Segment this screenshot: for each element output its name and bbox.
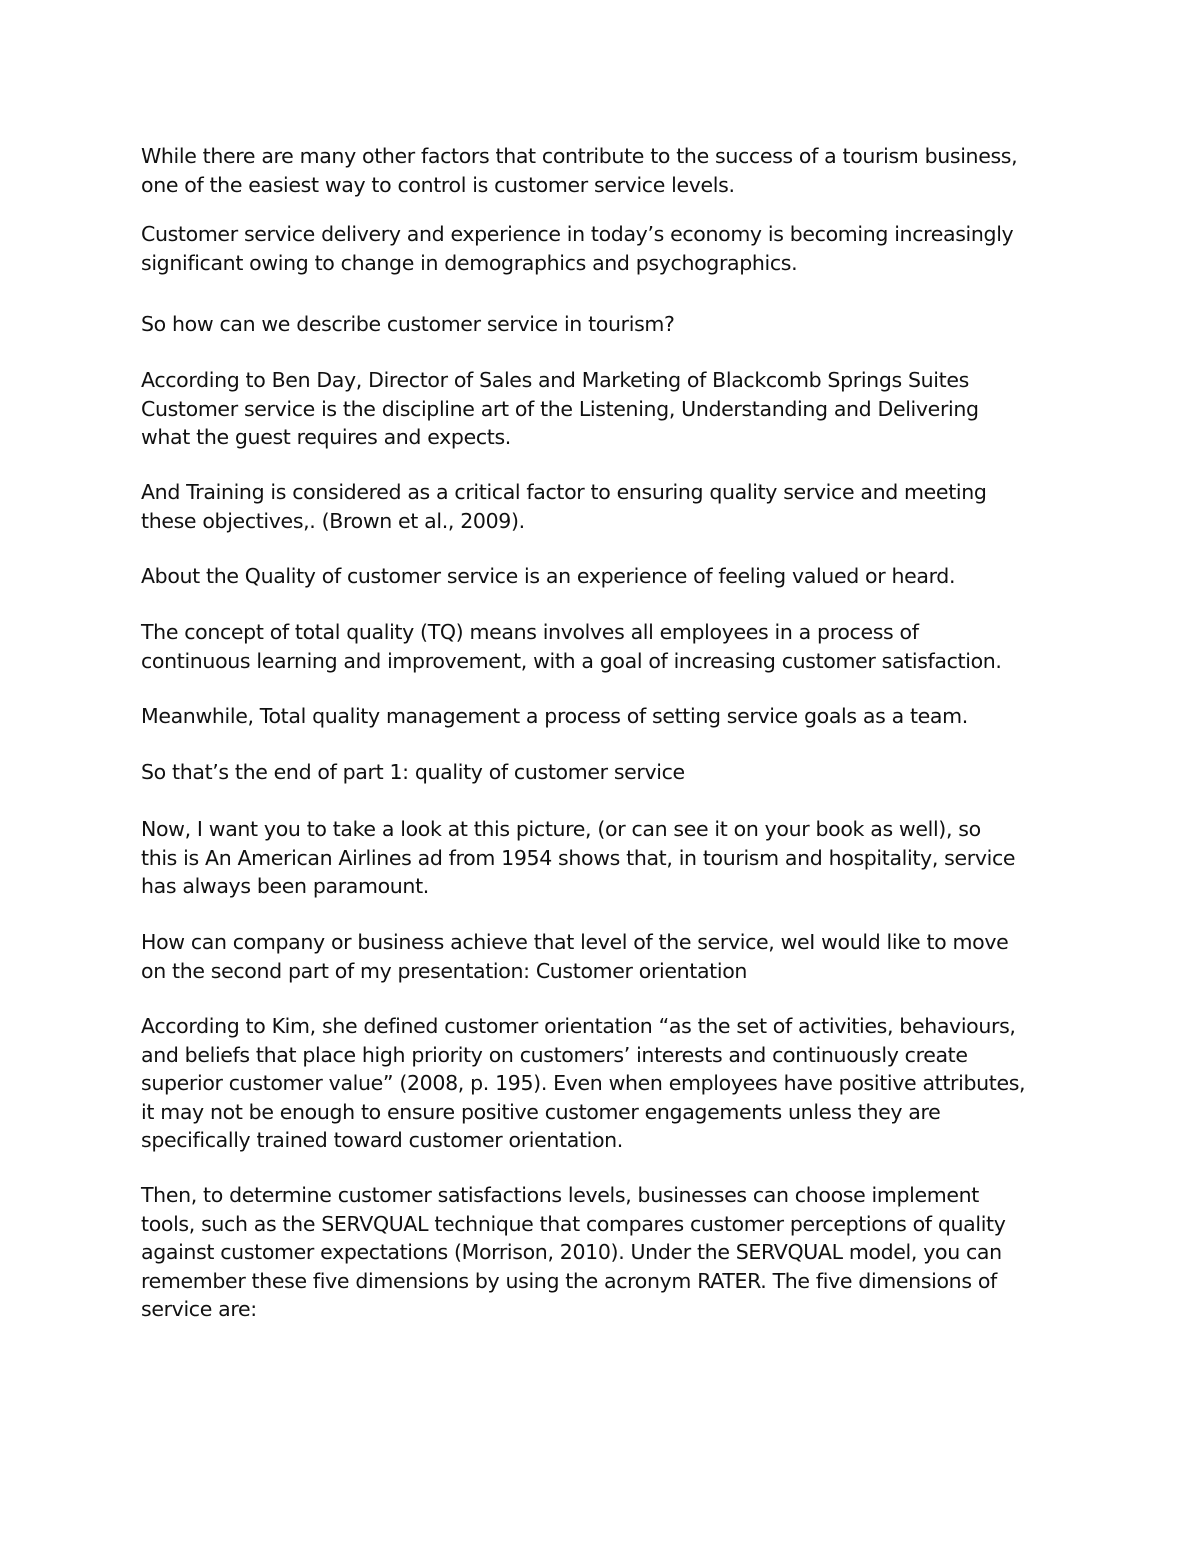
paragraph-servqual: [141, 1181, 1071, 1324]
paragraph-line: one of the easiest way to control is customer service levels.: [141, 172, 735, 197]
paragraph-line: this is An American Airlines ad from 1954 shows that, in tourism and hospitality, service: [141, 845, 1016, 870]
paragraph-quality: [141, 562, 1071, 591]
paragraph-line: And Training is considered as a critical factor to ensuring quality service and meeting: [141, 480, 987, 504]
paragraph-line: remember these five dimensions by using the acronym RATER. The five dimensions of: [141, 1268, 997, 1293]
paragraph-line: what the guest requires and expects.: [141, 425, 511, 449]
paragraph-line: About the Quality of customer service is an experience of feeling valued or heard.: [141, 564, 956, 588]
paragraph-line: How can company or business achieve that level of the service, weI would like to move: [141, 930, 1009, 954]
paragraph-line: specifically trained toward customer orientation.: [141, 1128, 623, 1152]
paragraph-line: So how can we describe customer service in tourism?: [141, 312, 675, 336]
paragraph-line: Customer service delivery and experience in today’s economy is becoming increasingly: [141, 222, 1014, 246]
paragraph-training: [141, 478, 1071, 535]
paragraph-line: and beliefs that place high priority on customers’ interests and continuously create: [141, 1042, 968, 1067]
paragraph-tqm: [141, 702, 1071, 731]
paragraph-line: Meanwhile, Total quality management a process of setting service goals as a team.: [141, 704, 968, 728]
paragraph-line: against customer expectations (Morrison, 2010). Under the SERVQUAL model, you can: [141, 1240, 1002, 1264]
paragraph-line: According to Ben Day, Director of Sales and Marketing of Blackcomb Springs Suites: [141, 368, 969, 392]
paragraph-american-airlines: [141, 815, 1071, 901]
paragraph-total-quality: [141, 618, 1071, 675]
paragraph-line: continuous learning and improvement, with a goal of increasing customer satisfaction.: [141, 648, 1002, 673]
paragraph-line: on the second part of my presentation: Customer orientation: [141, 958, 748, 983]
paragraph-line: tools, such as the SERVQUAL technique that compares customer perceptions of quality: [141, 1211, 1006, 1236]
paragraph-ben-day: [141, 366, 1071, 452]
paragraph-service-delivery: [141, 220, 1071, 277]
paragraph-line: According to Kim, she defined customer orientation “as the set of activities, behaviours,: [141, 1014, 1016, 1038]
paragraph-customer-orientation-intro: [141, 928, 1071, 985]
paragraph-line: Then, to determine customer satisfactions levels, businesses can choose implement: [141, 1183, 979, 1207]
paragraph-line: service are:: [141, 1297, 257, 1321]
paragraph-line: superior customer value” (2008, p. 195). Even when employees have positive attributes,: [141, 1071, 1026, 1095]
paragraph-line: So that’s the end of part 1: quality of customer service: [141, 760, 685, 784]
paragraph-end-part-1: [141, 758, 1071, 787]
paragraph-intro: [141, 142, 1071, 199]
paragraph-question: [141, 310, 1071, 339]
paragraph-line: The concept of total quality (TQ) means involves all employees in a process of: [141, 620, 919, 644]
paragraph-line: Customer service is the discipline art of the Listening, Understanding and Delivering: [141, 396, 979, 421]
paragraph-line: significant owing to change in demographics and psychographics.: [141, 250, 798, 275]
paragraph-line: Now, I want you to take a look at this picture, (or can see it on your book as well), so: [141, 817, 981, 841]
paragraph-line: these objectives,. (Brown et al., 2009).: [141, 508, 525, 533]
paragraph-line: it may not be enough to ensure positive customer engagements unless they are: [141, 1099, 941, 1124]
paragraph-line: While there are many other factors that contribute to the success of a tourism business,: [141, 144, 1018, 168]
paragraph-line: has always been paramount.: [141, 874, 429, 898]
paragraph-kim-definition: [141, 1012, 1071, 1155]
